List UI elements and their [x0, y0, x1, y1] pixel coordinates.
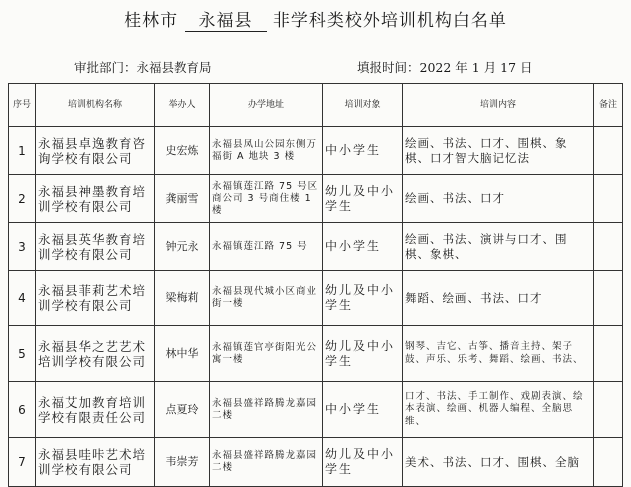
row-person: 林中华 [155, 326, 210, 382]
row-target: 幼儿及中小学生 [323, 175, 403, 223]
row-note [594, 127, 623, 175]
table-row [9, 271, 623, 326]
row-num: 1 [9, 127, 36, 175]
row-person: 史宏炼 [155, 127, 210, 175]
row-note [594, 438, 623, 487]
header-addr: 办学地址 [210, 84, 323, 127]
row-target: 中小学生 [323, 382, 403, 438]
row-note [594, 175, 623, 223]
table-row [9, 127, 623, 175]
row-note [594, 223, 623, 271]
report-date [357, 58, 533, 76]
header-num: 序号 [9, 84, 36, 127]
header-target: 培训对象 [323, 84, 403, 127]
row-content: 舞蹈、绘画、书法、口才 [403, 271, 594, 326]
row-addr: 永福县盛祥路腾龙嘉园二楼 [210, 382, 323, 438]
row-addr: 永福县凤山公园东侧万福街 A 地块 3 楼 [210, 127, 323, 175]
row-num: 3 [9, 223, 36, 271]
table-row [9, 326, 623, 382]
row-target: 中小学生 [323, 127, 403, 175]
row-num: 2 [9, 175, 36, 223]
header-content: 培训内容 [403, 84, 594, 127]
row-target: 幼儿及中小学生 [323, 438, 403, 487]
table-row [9, 382, 623, 438]
row-name: 永福县菲莉艺术培训学校有限公司 [36, 271, 155, 326]
title-city: 桂林市 [124, 11, 179, 31]
header-person: 举办人 [155, 84, 210, 127]
row-target: 幼儿及中小学生 [323, 326, 403, 382]
approval-department [74, 58, 212, 76]
row-target: 幼儿及中小学生 [323, 271, 403, 326]
row-num: 6 [9, 382, 36, 438]
document-title [0, 6, 631, 32]
row-addr: 永福镇莲江路 75 号 [210, 223, 323, 271]
row-person: 梁梅莉 [155, 271, 210, 326]
row-num: 5 [9, 326, 36, 382]
row-addr: 永福县盛祥路腾龙嘉园二楼 [210, 438, 323, 487]
row-person: 韦崇芳 [155, 438, 210, 487]
row-note [594, 271, 623, 326]
row-num: 7 [9, 438, 36, 487]
row-addr: 永福镇莲江路 75 号区商公司 3 号商住楼 1 楼 [210, 175, 323, 223]
whitelist-table [8, 83, 623, 487]
table-row [9, 438, 623, 487]
dept-value: 永福县教育局 [136, 60, 212, 75]
row-name: 永福县英华教育培训学校有限公司 [36, 223, 155, 271]
header-note: 备注 [594, 84, 623, 127]
title-rest: 非学科类校外培训机构白名单 [272, 11, 507, 31]
row-addr: 永福镇莲官亭街阳光公寓一楼 [210, 326, 323, 382]
date-value: 2022 年 1 月 17 日 [419, 60, 533, 75]
row-person: 钟元永 [155, 223, 210, 271]
row-person: 点夏玲 [155, 382, 210, 438]
table-header-row [9, 84, 623, 127]
table-row [9, 223, 623, 271]
row-content: 绘画、书法、口才、围棋、象棋、口才智大脑记忆法 [403, 127, 594, 175]
row-content: 美术、书法、口才、围棋、全脑 [403, 438, 594, 487]
row-num: 4 [9, 271, 36, 326]
row-note [594, 382, 623, 438]
date-label: 填报时间： [357, 60, 420, 75]
row-note [594, 326, 623, 382]
row-content: 绘画、书法、口才 [403, 175, 594, 223]
row-addr: 永福县现代城小区商业街一楼 [210, 271, 323, 326]
row-content: 口才、书法、手工制作、戏剧表演、绘本表演、绘画、机器人编程、全脑思维、 [403, 382, 594, 438]
row-name: 永福县神墨教育培训学校有限公司 [36, 175, 155, 223]
title-county: 永福县 [185, 6, 267, 32]
row-content: 钢琴、吉它、古筝、播音主持、架子鼓、声乐、乐考、舞蹈、绘画、书法、 [403, 326, 594, 382]
header-name: 培训机构名称 [36, 84, 155, 127]
row-content: 绘画、书法、演讲与口才、围棋、象棋、 [403, 223, 594, 271]
row-target: 中小学生 [323, 223, 403, 271]
table-row [9, 175, 623, 223]
row-name: 永福县卓逸教育咨询学校有限公司 [36, 127, 155, 175]
row-person: 龚丽雪 [155, 175, 210, 223]
row-name: 永福县华之艺艺术培训学校有限公司 [36, 326, 155, 382]
row-name: 永福艾加教育培训学校有限责任公司 [36, 382, 155, 438]
row-name: 永福县哇咔艺术培训学校有限公司 [36, 438, 155, 487]
dept-label: 审批部门： [74, 60, 137, 75]
